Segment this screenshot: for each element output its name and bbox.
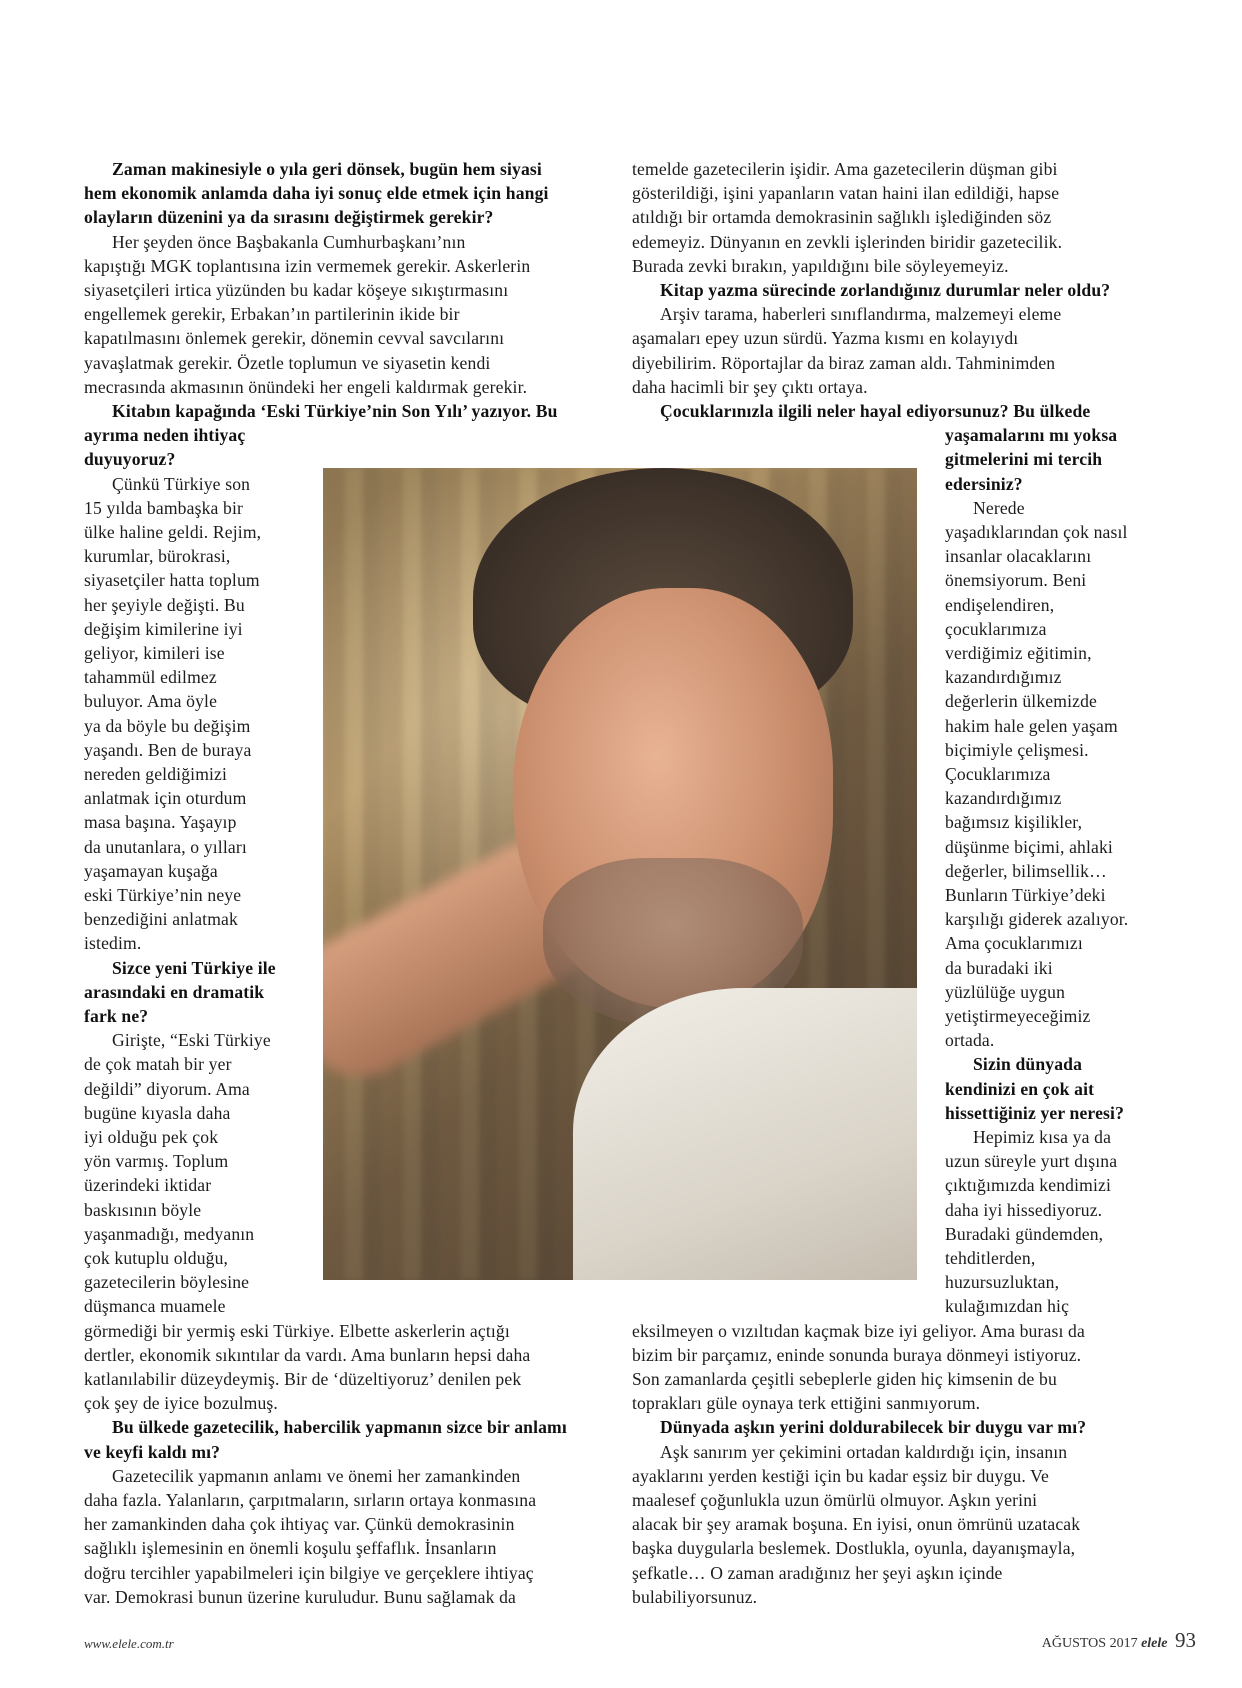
answer-line: bugüne kıyasla daha — [84, 1102, 231, 1123]
answer-line: geliyor, kimileri ise — [84, 643, 225, 663]
question-line: edersiniz? — [945, 473, 1023, 494]
footer-brand: elele — [1141, 1636, 1168, 1651]
answer-line: Arşiv tarama, haberleri sınıflandırma, malzemeyi eleme — [660, 304, 1062, 325]
answer-line: var. Demokrasi bunun üzerine kuruludur. Bunu sağlamak da — [84, 1586, 517, 1607]
answer-line: tehditlerden, — [945, 1248, 1036, 1268]
answer-line: Çocuklarımıza — [945, 764, 1051, 784]
question-line: Kitabın kapağında ‘Eski Türkiye’nin Son Yılı’ yazıyor. Bu — [112, 401, 558, 421]
answer-line: sağlıklı işlemesinin en önemli koşulu şeffaflık. İnsanların — [84, 1538, 497, 1559]
answer-line: tahammül edilmez — [84, 667, 217, 688]
question-line: yaşamalarını mı yoksa — [945, 425, 1118, 446]
answer-line: biçimiyle çelişmesi. — [945, 739, 1089, 760]
answer-line: engellemek gerekir, Erbakan’ın partilerinin ikide bir — [84, 304, 460, 325]
portrait-photo — [323, 468, 917, 1280]
question-line: ve keyfi kaldı mı? — [84, 1441, 221, 1462]
question-line: hem ekonomik anlamda daha iyi sonuç elde etmek için hangi — [84, 183, 549, 204]
answer-line: kazandırdığımız — [945, 667, 1062, 688]
answer-line: maalesef çoğunlukla uzun ömürlü olmuyor. Aşkın yerini — [632, 1490, 1038, 1510]
answer-line: aşamaları epey uzun sürdü. Yazma kısmı en kolayıydı — [632, 328, 1019, 349]
answer-line: endişelendiren, — [945, 594, 1055, 615]
answer-line: eksilmeyen o vızıltıdan kaçmak bize iyi geliyor. Ama burası da — [632, 1320, 1085, 1341]
question-line: hissettiğiniz yer neresi? — [945, 1102, 1125, 1123]
question-line: duyuyoruz? — [84, 449, 176, 470]
answer-line: yaşamayan kuşağa — [84, 860, 218, 881]
answer-line: daha iyi hissediyoruz. — [945, 1199, 1103, 1220]
answer-line: da buradaki iki — [945, 957, 1053, 978]
answer-line: iyi olduğu pek çok — [84, 1127, 219, 1147]
answer-line: doğru tercihler yapabilmeleri için bilgiye ve gerçeklere ihtiyaç — [84, 1562, 534, 1583]
answer-line: istedim. — [84, 933, 142, 954]
answer-line: yaşandı. Ben de buraya — [84, 739, 252, 760]
answer-line: yaşanmadığı, medyanın — [84, 1223, 255, 1244]
answer-line: gazetecilerin böylesine — [84, 1272, 250, 1293]
answer-line: hakim hale gelen yaşam — [945, 715, 1118, 736]
answer-line: çok şey de iyice bozulmuş. — [84, 1393, 278, 1414]
answer-line: 15 yılda bambaşka bir — [84, 497, 244, 518]
answer-line: kapatılmasını önlemek gerekir, dönemin cevval savcılarını — [84, 328, 505, 349]
answer-line: bulabiliyorsunuz. — [632, 1586, 758, 1607]
answer-line: daha fazla. Yalanların, çarpıtmaların, sırların ortaya konmasına — [84, 1490, 537, 1510]
answer-line: değerlerin ülkemizde — [945, 691, 1097, 712]
answer-line: diyebilirim. Röportajlar da biraz zaman aldı. Tahminimden — [632, 352, 1056, 373]
question-line: fark ne? — [84, 1006, 149, 1026]
answer-line: Son zamanlarda çeşitli sebeplerle giden hiç kimsenin de bu — [632, 1369, 1057, 1389]
answer-line: Girişte, “Eski Türkiye — [112, 1030, 271, 1051]
answer-line: görmediği bir yermiş eski Türkiye. Elbette askerlerin açtığı — [84, 1320, 510, 1341]
answer-line: yetiştirmeyeceğimiz — [945, 1006, 1091, 1026]
footer-page-info — [1042, 1628, 1196, 1653]
answer-line: eski Türkiye’nin neye — [84, 885, 242, 905]
answer-line: değişim kimilerine iyi — [84, 618, 243, 639]
answer-line: Her şeyden önce Başbakanla Cumhurbaşkanı’nın — [112, 231, 466, 252]
answer-line: düşmanca muamele — [84, 1296, 226, 1317]
answer-line: önemsiyorum. Beni — [945, 570, 1087, 591]
answer-line: baskısının böyle — [84, 1199, 202, 1220]
answer-line: her zamankinden daha çok ihtiyaç var. Çünkü demokrasinin — [84, 1514, 515, 1535]
answer-line: üzerindeki iktidar — [84, 1175, 212, 1196]
footer-url: www.elele.com.tr — [84, 1636, 174, 1651]
answer-line: ülke haline geldi. Rejim, — [84, 522, 262, 542]
question-line: Sizin dünyada — [973, 1054, 1083, 1075]
answer-line: düşünme biçimi, ahlaki — [945, 836, 1113, 857]
answer-line: Aşk sanırım yer çekimini ortadan kaldırdığı için, insanın — [660, 1441, 1068, 1462]
answer-line: da unutanlara, o yılları — [84, 836, 247, 857]
answer-line: buluyor. Ama öyle — [84, 691, 218, 712]
question-line: Kitap yazma sürecinde zorlandığınız durumlar neler oldu? — [660, 280, 1111, 300]
question-line: Çocuklarınızla ilgili neler hayal ediyorsunuz? Bu ülkede — [660, 401, 1091, 421]
answer-line: çıktığımızda kendimizi — [945, 1175, 1111, 1196]
answer-line: siyasetçileri irtica yüzünden bu kadar köşeye sıkıştırmasını — [84, 280, 509, 300]
answer-line: ayaklarını yerden kestiği için bu kadar eşsiz bir duygu. Ve — [632, 1465, 1049, 1486]
question-line: kendinizi en çok ait — [945, 1078, 1095, 1099]
answer-line: alacak bir şey aramak boşuna. En iyisi, onun ömrünü uzatacak — [632, 1514, 1081, 1535]
answer-line: kulağımızdan hiç — [945, 1296, 1070, 1317]
answer-line: Gazetecilik yapmanın anlamı ve önemi her zamankinden — [112, 1465, 521, 1486]
answer-line: karşılığı giderek azalıyor. — [945, 909, 1129, 930]
answer-line: edemeyiz. Dünyanın en zevkli işlerinden biridir gazetecilik. — [632, 231, 1063, 252]
answer-line: yaşadıklarından çok nasıl — [945, 522, 1128, 542]
answer-line: anlatmak için oturdum — [84, 788, 247, 809]
answer-line: kurumlar, bürokrasi, — [84, 546, 231, 567]
answer-line: kapıştığı MGK toplantısına izin vermemek gerekir. Askerlerin — [84, 255, 531, 276]
question-line: olayların düzenini ya da sırasını değiştirmek gerekir? — [84, 207, 494, 228]
answer-line: çok kutuplu olduğu, — [84, 1248, 229, 1268]
answer-line: Hepimiz kısa ya da — [973, 1127, 1112, 1147]
answer-line: şefkatle… O zaman aradığınız her şeyi aşkın içinde — [632, 1562, 1003, 1583]
answer-line: temelde gazetecilerin işidir. Ama gazetecilerin düşman gibi — [632, 159, 1058, 179]
shirt — [573, 988, 917, 1280]
answer-line: verdiğimiz eğitimin, — [945, 643, 1092, 663]
answer-line: değerler, bilimsellik… — [945, 860, 1107, 881]
question-line: ayrıma neden ihtiyaç — [84, 425, 246, 446]
question-line: gitmelerini mi tercih — [945, 449, 1103, 470]
answer-line: değildi” diyorum. Ama — [84, 1078, 250, 1099]
question-line: arasındaki en dramatik — [84, 981, 265, 1002]
answer-line: Bunların Türkiye’deki — [945, 885, 1106, 905]
answer-line: her şeyiyle değişti. Bu — [84, 594, 245, 615]
answer-line: siyasetçiler hatta toplum — [84, 570, 260, 591]
answer-line: Nerede — [973, 497, 1025, 518]
footer-issue: AĞUSTOS 2017 — [1041, 1636, 1138, 1651]
answer-line: bağımsız kişilikler, — [945, 812, 1083, 833]
question-line: Dünyada aşkın yerini doldurabilecek bir duygu var mı? — [660, 1417, 1087, 1438]
answer-line: mecrasında akmasının önündeki her engeli kaldırmak gerekir. — [84, 376, 528, 397]
answer-line: gösterildiği, işini yapanların vatan haini ilan edildiği, hapse — [632, 183, 1060, 204]
question-line: Bu ülkede gazetecilik, habercilik yapmanın sizce bir anlamı — [112, 1417, 567, 1438]
answer-line: Çünkü Türkiye son — [112, 473, 251, 494]
answer-line: Buradaki gündemden, — [945, 1223, 1104, 1244]
answer-line: Burada zevki bırakın, yapıldığını bile söyleyemeyiz. — [632, 255, 1009, 276]
answer-line: daha hacimli bir şey çıktı ortaya. — [632, 376, 868, 397]
answer-line: yavaşlatmak gerekir. Özetle toplumun ve siyasetin kendi — [84, 352, 491, 373]
answer-line: yön varmış. Toplum — [84, 1151, 229, 1172]
answer-line: insanlar olacaklarını — [945, 546, 1092, 567]
page-number: 93 — [1175, 1628, 1196, 1652]
answer-line: nereden geldiğimizi — [84, 764, 228, 784]
answer-line: yüzlülüğe uygun — [945, 981, 1066, 1002]
answer-line: katlanılabilir düzeydeymiş. Bir de ‘düzeltiyoruz’ denilen pek — [84, 1369, 522, 1389]
answer-line: uzun süreyle yurt dışına — [945, 1151, 1118, 1172]
answer-line: huzursuzluktan, — [945, 1272, 1060, 1293]
answer-line: masa başına. Yaşayıp — [84, 812, 237, 833]
question-line: Sizce yeni Türkiye ile — [112, 957, 276, 978]
answer-line: benzediğini anlatmak — [84, 909, 238, 930]
answer-line: de çok matah bir yer — [84, 1054, 232, 1075]
answer-line: toprakları güle oynaya terk ettiğini sanmıyorum. — [632, 1393, 981, 1414]
answer-line: başka duygularla beslemek. Dostlukla, oyunla, dayanışmayla, — [632, 1538, 1076, 1559]
answer-line: çocuklarımıza — [945, 618, 1047, 639]
answer-line: bizim bir parçamız, eninde sonunda buraya dönmeyi istiyoruz. — [632, 1344, 1082, 1365]
question-line: Zaman makinesiyle o yıla geri dönsek, bugün hem siyasi — [112, 159, 542, 179]
answer-line: atıldığı bir ortamda demokrasinin sağlıklı işlediğinden söz — [632, 207, 1052, 228]
answer-line: ya da böyle bu değişim — [84, 715, 251, 736]
answer-line: ortada. — [945, 1030, 995, 1051]
answer-line: dertler, ekonomik sıkıntılar da vardı. Ama bunların hepsi daha — [84, 1344, 531, 1365]
answer-line: kazandırdığımız — [945, 788, 1062, 809]
answer-line: Ama çocuklarımızı — [945, 933, 1083, 954]
